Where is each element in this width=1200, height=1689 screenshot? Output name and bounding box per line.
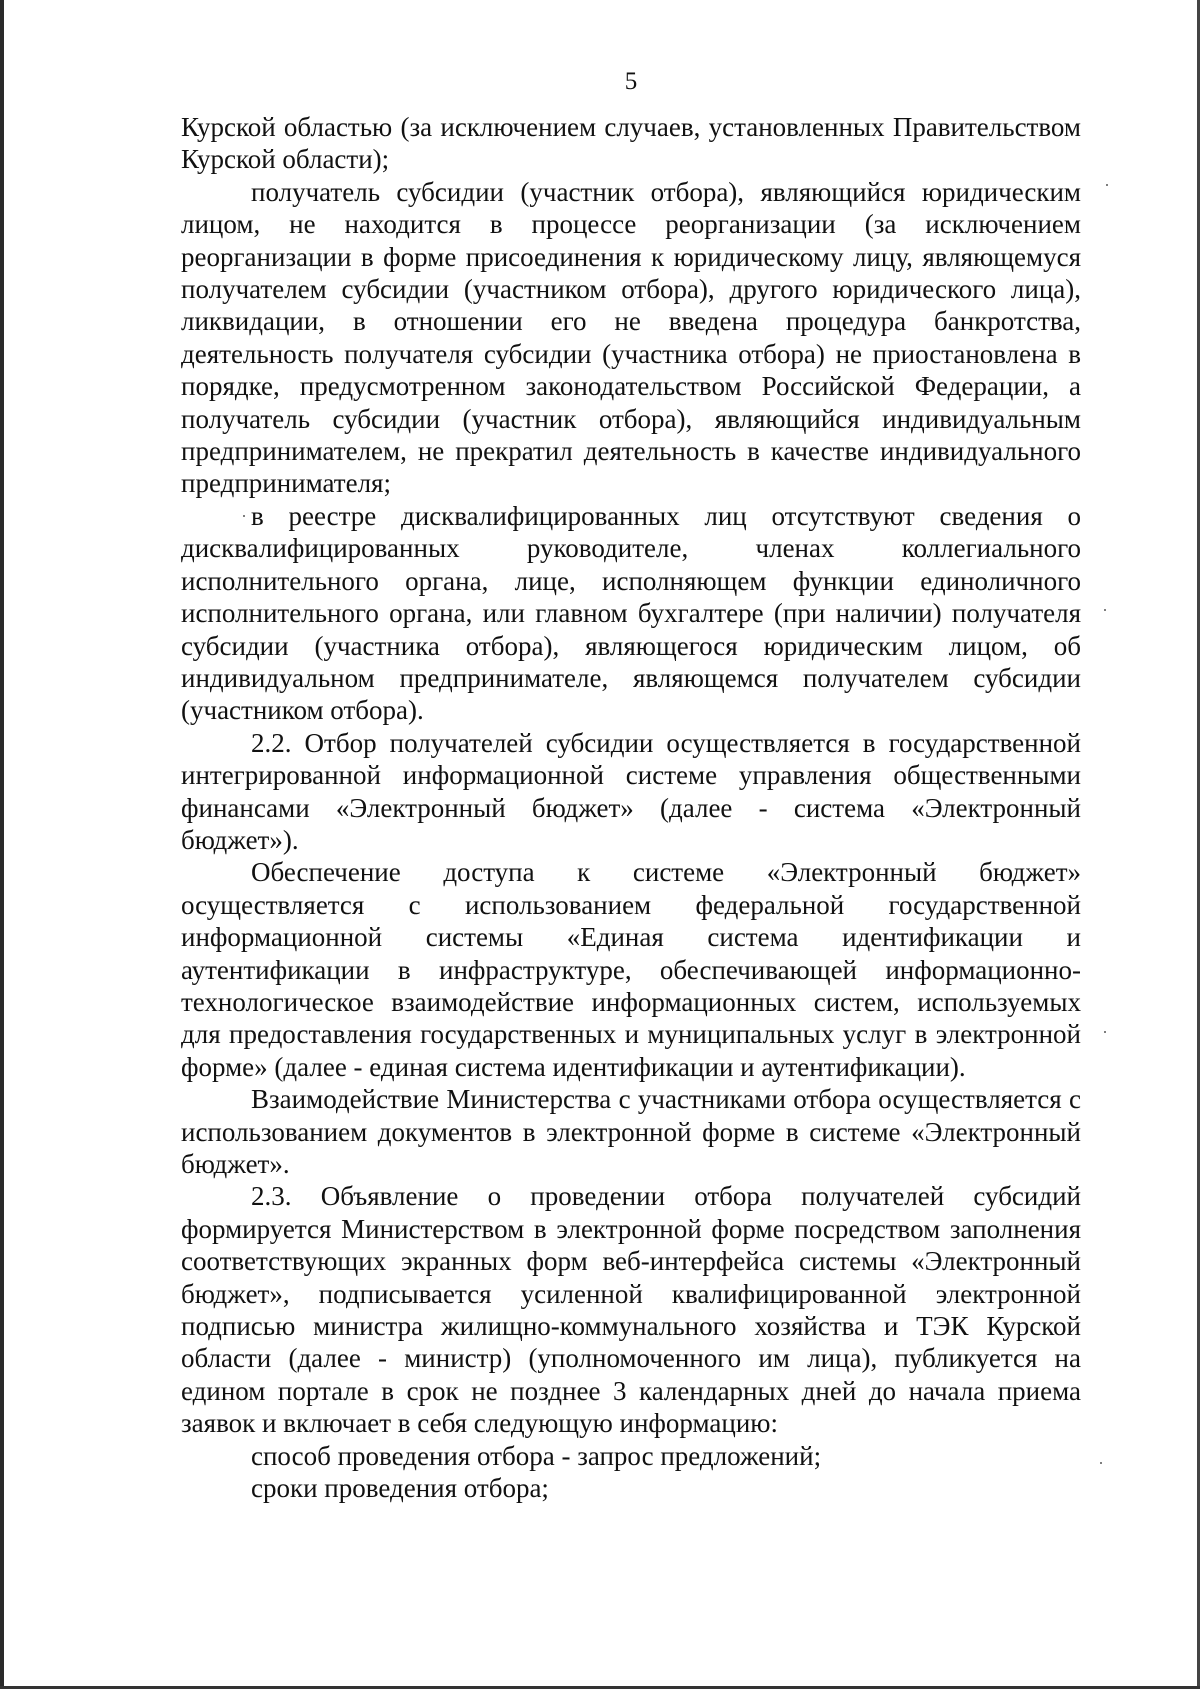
page-number: 5 — [624, 68, 638, 95]
paragraph-reorganization-condition: получатель субсидии (участник отбора), являющийся юридическим лицом, не находится в процессе реорганизации (за исключением реорганизации в форме присоединения к юридическому лицу, являющемуся получателем субсидии (участником отбора), другого юридического лица), ликвидации, в отношении его не введена процедура банкротства, деятельность получателя субсидии (участника отбора) не приостановлена в порядке, предусмотренном законодательством Российской Федерации, а получатель субсидии (участник отбора), являющийся индивидуальным предпринимателем, не прекратил деятельность в качестве индивидуального предпринимателя; — [181, 176, 1081, 499]
list-item-selection-method: способ проведения отбора - запрос предложений; — [251, 1440, 822, 1471]
scan-speck — [1106, 184, 1108, 186]
document-body — [181, 111, 1081, 1504]
paragraph-disqualified-registry: в реестре дисквалифицированных лиц отсутствуют сведения о дисквалифицированных руководителе, членах коллегиального исполнительного органа, лице, исполняющем функции единоличного исполнительного органа, или главном бухгалтере (при наличии) получателя субсидии (участника отбора), являющегося юридическим лицом, об индивидуальном предпринимателе, являющемся получателем субсидии (участником отбора). — [181, 500, 1081, 726]
paragraph-section-2-3: 2.3. Объявление о проведении отбора получателей субсидий формируется Министерством в электронной форме посредством заполнения соответствующих экранных форм веб-интерфейса системы «Электронный бюджет», подписывается усиленной квалифицированной электронной подписью министра жилищно-коммунального хозяйства и ТЭК Курской области (далее - министр) (уполномоченного им лица), публикуется на едином портале в срок не позднее 3 календарных дней до начала приема заявок и включает в себя следующую информацию: — [181, 1181, 1081, 1439]
paragraph-continuation: Курской областью (за исключением случаев, установленных Правительством Курской области); — [181, 112, 1081, 175]
paragraph-access-provision: Обеспечение доступа к системе «Электронный бюджет» осуществляется с использованием федеральной государственной информационной системы «Единая система идентификации и аутентификации в инфраструктуре, обеспечивающей информационно-технологическое взаимодействие информационных систем, используемых для предоставления государственных и муниципальных услуг в электронной форме» (далее - единая система идентификации и аутентификации). — [181, 857, 1081, 1082]
scan-speck — [243, 515, 245, 517]
scan-speck — [1100, 1462, 1102, 1464]
scan-speck — [1104, 1031, 1106, 1033]
list-item-selection-dates: сроки проведения отбора; — [251, 1473, 549, 1504]
scan-speck — [1104, 609, 1106, 611]
paragraph-section-2-2: 2.2. Отбор получателей субсидии осуществляется в государственной интегрированной информационной системе управления общественными финансами «Электронный бюджет» (далее - система «Электронный бюджет»). — [181, 727, 1081, 855]
scan-edge-left — [0, 0, 4, 1689]
paragraph-ministry-interaction: Взаимодействие Министерства с участниками отбора осуществляется с использованием документов в электронной форме в системе «Электронный бюджет». — [181, 1084, 1081, 1179]
